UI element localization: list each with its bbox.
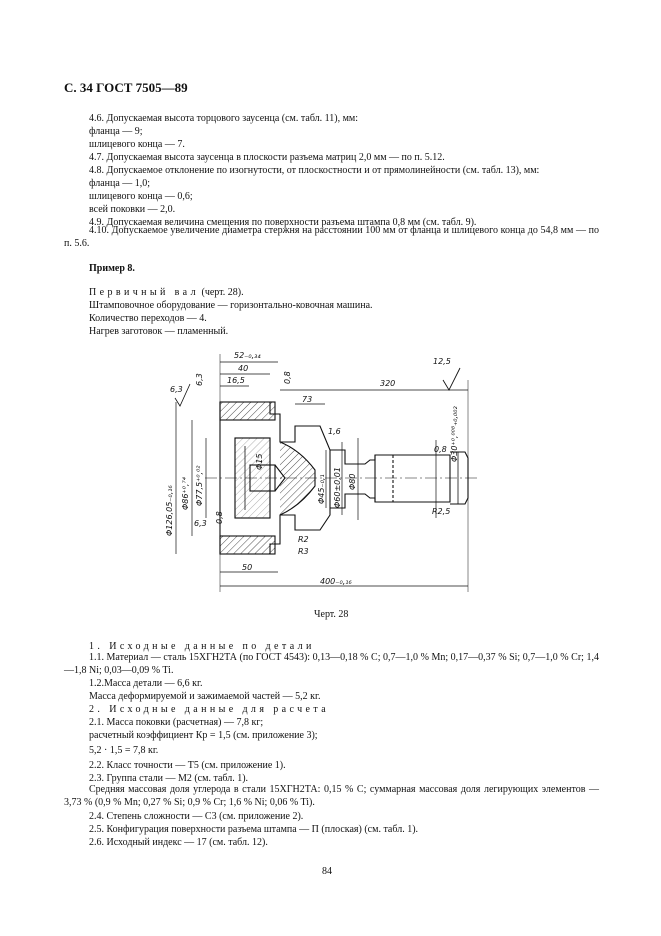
figure-caption: Черт. 28 — [314, 609, 349, 620]
page-number: 84 — [322, 866, 332, 877]
dim-label: 6,3 — [195, 373, 204, 386]
section-heading: 2. Исходные данные для расчета — [89, 704, 330, 715]
text-line: 4.6. Допускаемая высота торцового заусенца (см. табл. 11), мм: — [89, 113, 359, 124]
section-heading: 1. Исходные данные по детали — [89, 641, 315, 652]
text-line: шлицевого конца — 7. — [89, 139, 185, 150]
dim-label: 320 — [380, 379, 396, 388]
dim-label: R2,5 — [432, 507, 451, 516]
text-line: Нагрев заготовок — пламенный. — [89, 326, 229, 337]
text-fragment: (черт. 28). — [199, 287, 244, 298]
text-line: расчетный коэффициент Кр = 1,5 (см. приложение 3); — [89, 730, 318, 741]
roughness-label: 12,5 — [433, 357, 451, 366]
text-paragraph: Средняя массовая доля углерода в стали 15ХГН2ТА: 0,15 % С; суммарная массовая доля легирующих элементов — 3,73 % (0,9 % Mn; 0,27 % Si; 0,9 % Cr; 1,6 % Ni; 0,06 % Ti). — [64, 784, 599, 808]
text-line: Масса деформируемой и зажимаемой частей — 5,2 кг. — [89, 691, 321, 702]
dim-label: 73 — [302, 395, 313, 404]
text-paragraph: 1.1. Материал — сталь 15ХГН2ТА (по ГОСТ 4543): 0,13—0,18 % С; 0,7—1,0 % Mn; 0,17—0,37 % Si; 0,7—1,0 % Cr; 1,4—1,8 Ni; 0,03—0,09 % Ti. — [64, 652, 599, 676]
text-line: 4.7. Допускаемая высота заусенца в плоскости разъема матриц 2,0 мм — по п. 5.12. — [89, 152, 445, 163]
dim-label: 400₋₀,₁₆ — [320, 577, 352, 586]
text-line: 2.1. Масса поковки (расчетная) — 7,8 кг; — [89, 717, 264, 728]
text-line: 2.5. Конфигурация поверхности разъема штампа — П (плоская) (см. табл. 1). — [89, 824, 419, 835]
dim-label: Φ15 — [255, 453, 264, 470]
dim-label: 6,3 — [194, 519, 207, 528]
example-heading: Пример 8. — [89, 263, 135, 274]
dim-label: Φ77,5⁺⁰,⁰² — [195, 465, 204, 506]
technical-drawing — [150, 340, 490, 600]
text-line: 2.2. Класс точности — Т5 (см. приложение 1). — [89, 760, 286, 771]
text-line: фланца — 1,0; — [89, 178, 151, 189]
text-line: 2.4. Степень сложности — С3 (см. приложение 2). — [89, 811, 304, 822]
text-line: 1.2.Масса детали — 6,6 кг. — [89, 678, 203, 689]
text-line: 2.3. Группа стали — М2 (см. табл. 1). — [89, 773, 249, 784]
text-line: 4.9. Допускаемая величина смещения по поверхности разъема штампа 0,8 мм (см. табл. 9). — [89, 217, 477, 228]
dim-label: R3 — [298, 547, 309, 556]
dim-label: 50 — [242, 563, 253, 572]
dim-label: 52₋₀,₃₄ — [234, 351, 261, 360]
dim-label: Φ60±0,01 — [333, 467, 342, 508]
dim-label: 16,5 — [227, 376, 245, 385]
dim-label: 0,8 — [215, 511, 224, 524]
text-line: Количество переходов — 4. — [89, 313, 207, 324]
text-line: шлицевого конца — 0,6; — [89, 191, 193, 202]
text-line: 2.6. Исходный индекс — 17 (см. табл. 12). — [89, 837, 268, 848]
dim-label: 0,8 — [434, 445, 447, 454]
dim-label: 0,8 — [283, 371, 292, 384]
dim-label: Φ126,05₋₀,₁₆ — [165, 485, 174, 536]
dim-label: 6,3 — [170, 385, 183, 394]
dim-label: Φ30⁺⁰,⁰⁰⁸₊₀,₀₀₂ — [450, 406, 459, 462]
dim-label: Φ86⁺⁰,⁷⁴ — [181, 477, 190, 510]
text-line — [89, 286, 244, 299]
text-line: всей поковки — 2,0. — [89, 204, 176, 215]
dim-label: Φ45₋₀,₁ — [317, 474, 326, 504]
text-line: 5,2 · 1,5 = 7,8 кг. — [89, 745, 159, 756]
dim-label: Φ80 — [348, 473, 357, 490]
text-line: 4.8. Допускаемое отклонение по изогнутости, от плоскостности и от прямолинейности (см. табл. 13), мм: — [89, 165, 540, 176]
spaced-term: Первичный вал — [89, 287, 199, 298]
dim-label: 1,6 — [328, 427, 341, 436]
text-paragraph: 4.10. Допускаемое увеличение диаметра стержня на расстоянии 100 мм от фланца и шлицевого конца до 54,8 мм — по п. 5.6. — [64, 225, 599, 249]
dim-label: R2 — [298, 535, 309, 544]
dim-label: 40 — [238, 364, 249, 373]
text-line: Штамповочное оборудование — горизонтально-ковочная машина. — [89, 300, 373, 311]
page-header: С. 34 ГОСТ 7505—89 — [64, 80, 188, 95]
text-line: фланца — 9; — [89, 126, 143, 137]
